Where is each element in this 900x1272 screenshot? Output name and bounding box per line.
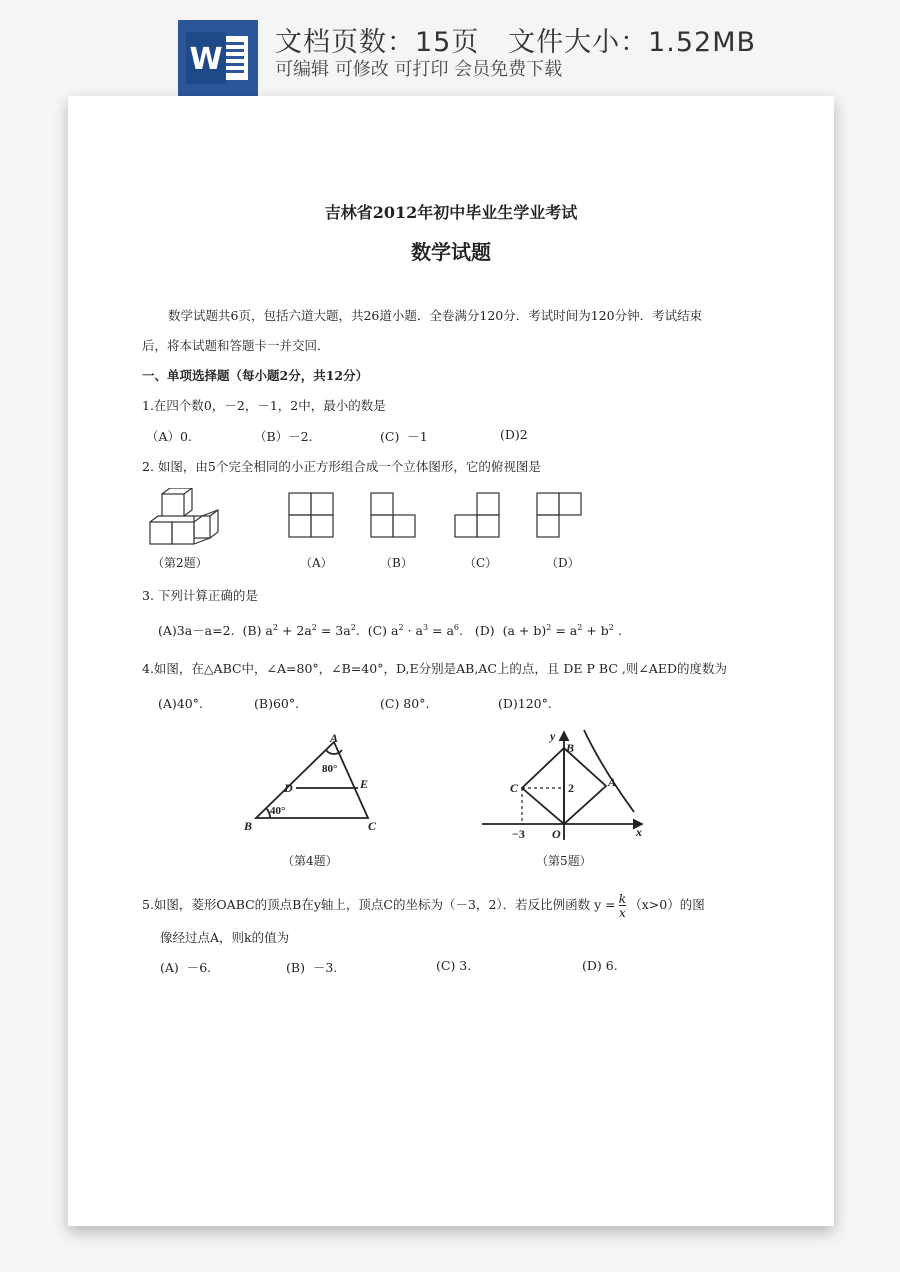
q5-label-neg3: −3 xyxy=(512,827,525,841)
q5-coordinate-figure xyxy=(478,728,648,842)
q1-option-b: （B）－2. xyxy=(254,429,313,444)
document-page xyxy=(68,96,834,1226)
q5-label-y: y xyxy=(550,729,556,743)
q5-option-b: (B) －3. xyxy=(286,960,338,975)
q2-option-a-label: （A） xyxy=(300,556,333,570)
q3-option-c: . (C) $a^2 \cdot a^3 = a^6$ xyxy=(355,622,460,638)
q5-label-o: O xyxy=(552,827,561,841)
q4-option-b: (B)60°. xyxy=(254,696,300,711)
section-heading: 一、单项选择题（每小题2分，共12分） xyxy=(142,368,369,383)
document-info-title: 文档页数：15页 文件大小：1.52MB xyxy=(275,27,757,58)
q5-label-2: 2 xyxy=(568,781,574,795)
q5-figure-caption: （第5题） xyxy=(536,854,592,868)
q3-option-a: (A)3a－a=2. xyxy=(158,623,235,638)
q2-option-d-figure xyxy=(536,492,584,540)
q3-option-b: (B) $a^2 + 2a^2 = 3a^2$ xyxy=(242,622,356,638)
q4-stem: 4.如图，在△ABC中，∠A=80°，∠B=40°，D,E分别是AB,AC上的点，且 DE P BC ,则∠AED的度数为 xyxy=(142,661,727,676)
exam-subject: 数学试题 xyxy=(411,240,491,264)
q4-label-b: B xyxy=(244,819,253,833)
q5-label-c: C xyxy=(510,781,519,795)
q5-stem-line-1: 5.如图，菱形OABC的顶点B在y轴上，顶点C的坐标为（－3，2）．若反比例函数 y = $\frac{k}{x}$ （x>0）的图 xyxy=(142,891,705,920)
q2-option-c-figure xyxy=(454,492,502,540)
exam-title: 吉林省2012年初中毕业生学业考试 xyxy=(324,203,578,222)
q2-option-d-label: （D） xyxy=(546,556,580,570)
q5-label-b: B xyxy=(566,741,575,755)
q5-fraction: $\frac{k}{x}$ xyxy=(618,891,627,920)
q3-option-d: . (D) $(a + b)^2 = a^2 + b^2$ . xyxy=(459,622,622,638)
q5-label-x: x xyxy=(636,825,642,839)
word-document-icon xyxy=(178,20,258,96)
q5-stem-line-2: 像经过点A，则k的值为 xyxy=(160,930,290,945)
q2-stem: 2. 如图，由5个完全相同的小正方形组合成一个立体图形，它的俯视图是 xyxy=(142,459,541,474)
q2-option-a-figure xyxy=(288,492,336,540)
q2-figure-caption: （第2题） xyxy=(152,556,208,570)
download-header xyxy=(0,0,900,96)
svg-text:W: W xyxy=(189,42,223,77)
q4-triangle-figure xyxy=(238,732,398,842)
q4-option-a: (A)40°. xyxy=(158,696,203,711)
q4-label-e: E xyxy=(360,777,369,791)
q3-options xyxy=(158,621,622,639)
q1-stem: 1.在四个数0，－2，－1，2中，最小的数是 xyxy=(142,398,386,413)
q4-label-d: D xyxy=(284,781,293,795)
q4-option-d: (D)120°. xyxy=(498,696,552,711)
document-features: 可编辑 可修改 可打印 会员免费下载 xyxy=(275,59,563,80)
q4-angle-a: 80° xyxy=(322,763,338,775)
q2-option-c-label: （C） xyxy=(464,556,498,570)
q4-option-c: (C) 80°. xyxy=(380,696,430,711)
q5-label-a: A xyxy=(608,775,617,789)
q5-option-c: (C) 3. xyxy=(436,958,472,973)
q4-angle-b: 40° xyxy=(270,805,286,817)
q4-label-c: C xyxy=(368,819,377,833)
q5-option-a: (A) －6. xyxy=(160,960,212,975)
q4-figure-caption: （第4题） xyxy=(282,854,338,868)
q2-option-b-figure xyxy=(370,492,418,540)
q3-stem: 3. 下列计算正确的是 xyxy=(142,588,258,603)
q1-option-c: (C) －1 xyxy=(380,429,428,444)
q1-option-a: （A）0. xyxy=(146,429,192,444)
q2-option-b-label: （B） xyxy=(380,556,413,570)
q4-label-a: A xyxy=(330,732,339,745)
q2-3d-figure xyxy=(148,488,228,550)
q5-option-d: (D) 6. xyxy=(582,958,618,973)
q1-option-d: (D)2 xyxy=(500,427,528,442)
intro-line-2: 后，将本试题和答题卡一并交回． xyxy=(142,338,330,353)
intro-line-1: 数学试题共6页，包括六道大题，共26道小题．全卷满分120分．考试时间为120分钟．考试结束 xyxy=(168,308,703,323)
